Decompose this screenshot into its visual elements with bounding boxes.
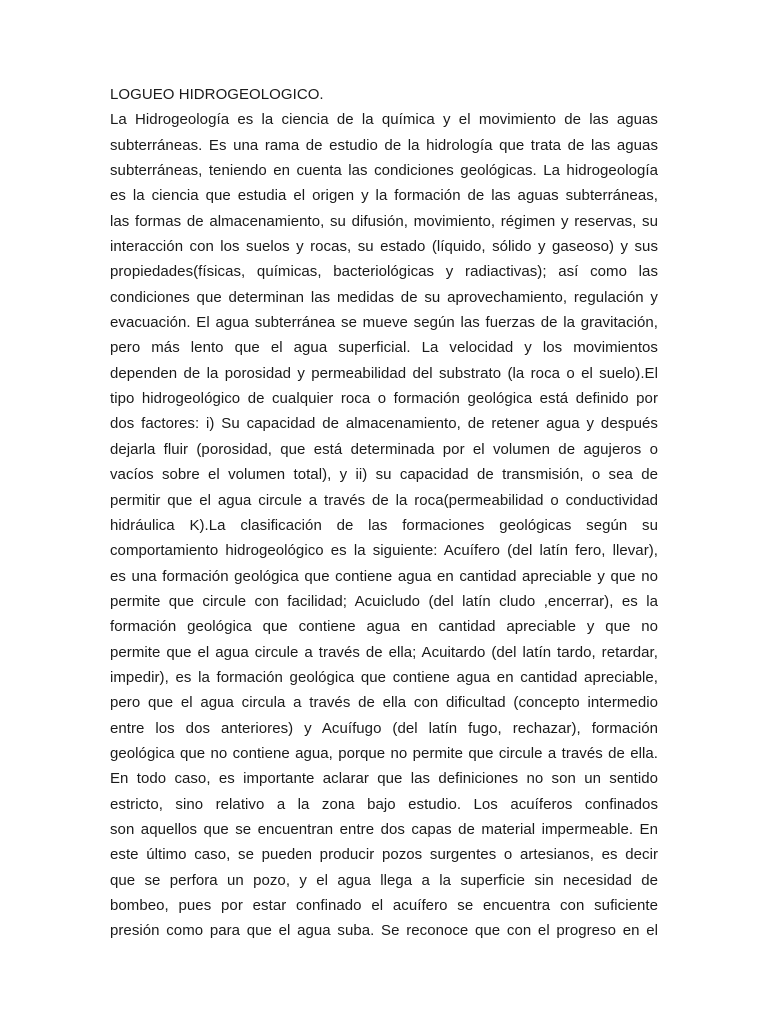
- text-line: formación geológica que contiene agua en cantidad apreciable y que no: [110, 618, 658, 636]
- text-line: pero que el agua circula a través de ella con dificultad (concepto intermedio: [110, 694, 658, 712]
- text-line: permite que el agua circule a través de ella; Acuitardo (del latín tardo, retardar,: [110, 643, 658, 661]
- text-line: permite que circule con facilidad; Acuicludo (del latín cludo ,encerrar), es la: [110, 592, 658, 610]
- text-line: que se perfora un pozo, y el agua llega a la superficie sin necesidad de: [110, 871, 658, 889]
- text-line: subterráneas, teniendo en cuenta las condiciones geológicas. La hidrogeología: [110, 162, 658, 180]
- text-line: geológica que no contiene agua, porque no permite que circule a través de ella.: [110, 744, 658, 762]
- text-line: dos factores: i) Su capacidad de almacenamiento, de retener agua y después: [110, 415, 658, 433]
- text-line: pero más lento que el agua superficial. La velocidad y los movimientos: [110, 339, 658, 357]
- text-line: son aquellos que se encuentran entre dos capas de material impermeable. En: [110, 820, 658, 838]
- text-line: vacíos sobre el volumen total), y ii) su capacidad de transmisión, o sea de: [110, 466, 658, 484]
- text-line: condiciones que determinan las medidas de su aprovechamiento, regulación y: [110, 288, 658, 306]
- text-line: En todo caso, es importante aclarar que las definiciones no son un sentido: [110, 770, 658, 788]
- text-line: dependen de la porosidad y permeabilidad del substrato (la roca o el suelo).El: [110, 364, 658, 382]
- text-line: hidráulica K).La clasificación de las formaciones geológicas según su: [110, 516, 658, 534]
- text-line: este último caso, se pueden producir pozos surgentes o artesianos, es decir: [110, 846, 658, 864]
- text-line: subterráneas. Es una rama de estudio de la hidrología que trata de las aguas: [110, 136, 658, 154]
- text-line: evacuación. El agua subterránea se mueve según las fuerzas de la gravitación,: [110, 314, 658, 332]
- text-line: presión como para que el agua suba. Se reconoce que con el progreso en el: [110, 922, 658, 940]
- document-title: LOGUEO HIDROGEOLOGICO.: [110, 86, 324, 103]
- text-line: bombeo, pues por estar confinado el acuífero se encuentra con suficiente: [110, 897, 658, 914]
- text-line: las formas de almacenamiento, su difusión, movimiento, régimen y reservas, su: [110, 212, 658, 230]
- text-line: propiedades(físicas, químicas, bacteriológicas y radiactivas); así como las: [110, 263, 658, 281]
- text-line: dejarla fluir (porosidad, que está determinada por el volumen de agujeros o: [110, 440, 658, 458]
- text-line: comportamiento hidrogeológico es la siguiente: Acuífero (del latín fero, llevar),: [110, 542, 658, 560]
- text-line: es la ciencia que estudia el origen y la formación de las aguas subterráneas,: [110, 187, 658, 205]
- text-line: interacción con los suelos y rocas, su estado (líquido, sólido y gaseoso) y sus: [110, 238, 658, 256]
- text-line: La Hidrogeología es la ciencia de la química y el movimiento de las aguas: [110, 111, 658, 129]
- text-line: tipo hidrogeológico de cualquier roca o formación geológica está definido por: [110, 390, 658, 408]
- text-line: impedir), es la formación geológica que contiene agua en cantidad apreciable,: [110, 668, 658, 686]
- document-body: [110, 82, 658, 944]
- text-line: permitir que el agua circule a través de la roca(permeabilidad o conductividad: [110, 491, 658, 509]
- text-line: es una formación geológica que contiene agua en cantidad apreciable y que no: [110, 567, 658, 585]
- text-line: entre los dos anteriores) y Acuífugo (del latín fugo, rechazar), formación: [110, 719, 658, 737]
- text-line: estricto, sino relativo a la zona bajo estudio. Los acuíferos confinados: [110, 795, 658, 813]
